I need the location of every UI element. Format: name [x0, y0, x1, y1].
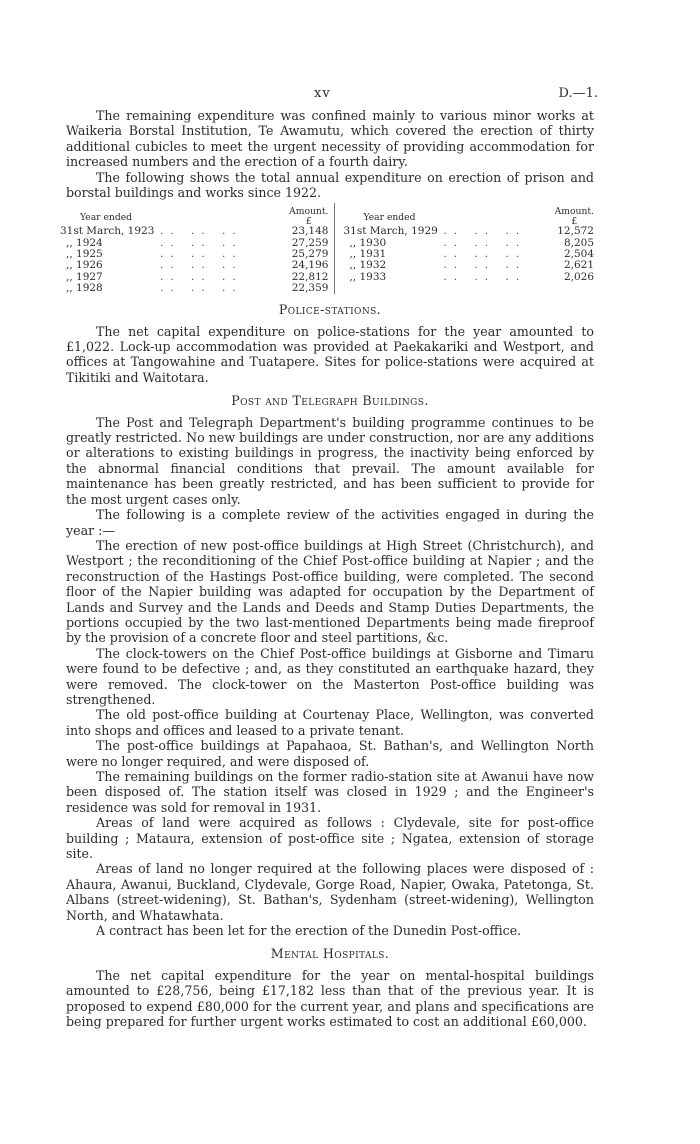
amount-cell: 24,196 [291, 259, 329, 272]
year-cell: ,, 1933 [349, 270, 387, 283]
year-header: Year ended [363, 212, 416, 224]
amount-cell: 23,148 [291, 225, 329, 238]
table-row: ,, 1925 .. .. .. 25,279 [60, 249, 328, 260]
year-cell: ,, 1925 [66, 248, 103, 261]
year-cell: ,, 1927 [66, 270, 103, 283]
paragraph: The net capital expenditure for the year on mental-hospital buildings amounted to £28,756, being £17,182 less than that of the previous year. It is proposed to expend £80,000 for the current year, and plans and specifications are being prepared for further urgent works estimated to cost an additional £60,000. [66, 967, 594, 1030]
amount-cell: 22,359 [291, 281, 329, 294]
amount-cell: 8,205 [563, 236, 594, 249]
table-row: ,, 1932 .. .. .. 2,621 [343, 260, 594, 271]
year-header: Year ended [80, 212, 133, 224]
amount-cell: 22,812 [291, 270, 329, 283]
year-cell: ,, 1928 [66, 281, 103, 294]
document-reference: D.—1. [558, 86, 598, 101]
table-row: ,, 1930 .. .. .. 8,205 [343, 238, 594, 249]
year-cell: 31st March, 1929 [343, 225, 438, 238]
amount-cell: 25,279 [291, 248, 329, 261]
paragraph: The erection of new post-office buildings at High Street (Christchurch), and Westport ; the reconditioning of the Chief Post-office building at Napier ; and the reconstruction of the Hastings Post-office building, were completed. The second floor of the Napier building was adapted for occupation by the Department of Lands and Survey and the Lands and Deeds and Stamp Duties Departments, the portions occupied by the two last-mentioned Departments being made fireproof by the provision of a concrete floor and steel partitions, &c. [66, 537, 594, 646]
page-number: xv [314, 86, 331, 101]
paragraph: Areas of land were acquired as follows : Clydevale, site for post-office building ; Mataura, extension of post-office site ; Ngatea, extension of storage site. [66, 815, 594, 862]
amount-cell: 2,621 [563, 259, 594, 272]
paragraph: The remaining buildings on the former radio-station site at Awanui have now been disposed of. The station itself was closed in 1929 ; and the Engineer's residence was sold for removal in 1931. [66, 769, 594, 815]
table-row: ,, 1931 .. .. .. 2,504 [343, 249, 594, 260]
expenditure-table [60, 203, 594, 294]
year-cell: ,, 1926 [66, 259, 103, 272]
paragraph: The following shows the total annual expenditure on erection of prison and borstal buildings and works since 1922. [66, 169, 594, 201]
year-cell: ,, 1931 [349, 248, 387, 261]
table-row: ,, 1933 .. .. .. 2,026 [343, 272, 594, 283]
table-row: ,, 1927 .. .. .. 22,812 [60, 272, 328, 283]
amount-cell: 2,504 [563, 248, 594, 261]
amount-cell: 12,572 [557, 225, 594, 238]
paragraph: The Post and Telegraph Department's building programme continues to be greatly restricted. No new buildings are under construction, nor are any additions or alterations to existing buildings in progress, the inactivity being enforced by the abnormal financial conditions that prevail. The amount available for maintenance has been greatly restricted, and has been sufficient to provide for the most urgent cases only. [66, 414, 594, 507]
paragraph: The old post-office building at Courtenay Place, Wellington, was converted into shops and offices and leased to a private tenant. [66, 707, 594, 738]
year-cell: ,, 1930 [349, 236, 387, 249]
table-row: 31st March, 1929 .. .. .. 12,572 [343, 225, 594, 238]
section-heading-police: Police-stations. [278, 302, 382, 318]
table-row: 31st March, 1923 .. .. .. 23,148 [60, 225, 329, 238]
page-header [66, 86, 598, 108]
table-column-left [60, 203, 335, 294]
paragraph: Areas of land no longer required at the following places were disposed of : Ahaura, Awanui, Buckland, Clydevale, Gorge Road, Napier, Owaka, Patetonga, St. Albans (street-widening), St. Bathan's, Sydenham (street-widening), Wellington North, and Whatawhata. [66, 861, 594, 923]
document-page [60, 86, 598, 1030]
paragraph: The post-office buildings at Papahaoa, St. Bathan's, and Wellington North were no longer required, and were disposed of. [66, 738, 594, 769]
year-cell: ,, 1924 [66, 236, 103, 249]
paragraph: The clock-towers on the Chief Post-office buildings at Gisborne and Timaru were found to be defective ; and, as they constituted an earthquake hazard, they were removed. The clock-tower on the Masterton Post-office building was strengthened. [66, 645, 594, 707]
amount-header: Amount. £ [289, 206, 329, 227]
table-header [60, 203, 328, 226]
paragraph: A contract has been let for the erection of the Dunedin Post-office. [96, 923, 522, 939]
section-heading-mental-hospitals: Mental Hospitals. [270, 946, 390, 962]
paragraph: The net capital expenditure on police-stations for the year amounted to £1,022. Lock-up accommodation was provided at Paekakariki and Westport, and offices at Tangowahine and Tuatapere. Sites for police-stations were acquired at Tikitiki and Waitotara. [66, 323, 594, 385]
amount-cell: 27,259 [291, 236, 329, 249]
table-row: ,, 1926 .. .. .. 24,196 [60, 260, 328, 271]
year-cell: ,, 1932 [349, 259, 387, 272]
year-cell: 31st March, 1923 [60, 225, 155, 238]
section-heading-post-telegraph: Post and Telegraph Buildings. [231, 393, 429, 409]
amount-cell: 2,026 [563, 270, 594, 283]
table-column-right [335, 203, 594, 294]
table-row: ,, 1928 .. .. .. 22,359 [60, 283, 328, 294]
table-header [343, 203, 594, 226]
paragraph: The following is a complete review of the activities engaged in during the year :— [66, 507, 594, 538]
table-row: ,, 1924 .. .. .. 27,259 [60, 238, 328, 249]
amount-header: Amount. £ [554, 206, 594, 227]
paragraph: The remaining expenditure was confined mainly to various minor works at Waikeria Borstal Institution, Te Awamutu, which covered the erection of thirty additional cubicles to meet the urgent necessity of providing accommodation for increased numbers and the erection of a fourth dairy. [66, 108, 594, 170]
